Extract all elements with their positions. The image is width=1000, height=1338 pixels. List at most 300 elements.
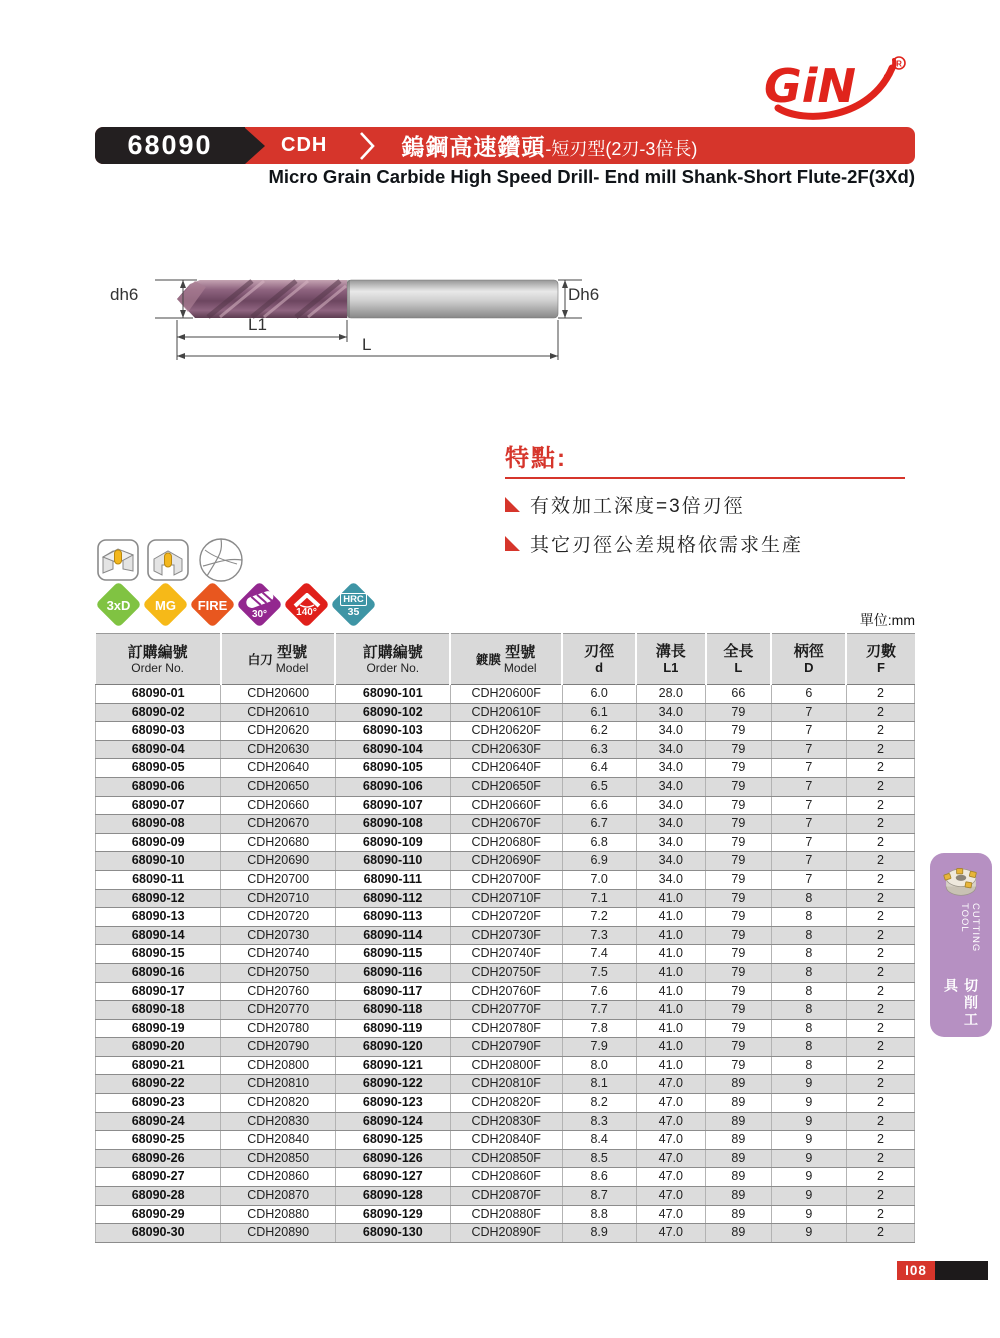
flutes-f-cell: 2: [846, 759, 914, 778]
order-no-coated-cell: 68090-110: [335, 852, 450, 871]
overall-length-l-cell: 89: [706, 1168, 772, 1187]
model-plain-cell: CDH20720: [221, 908, 336, 927]
order-no-coated-cell: 68090-118: [335, 1001, 450, 1020]
drill-drawing: [100, 254, 600, 374]
chevron-separator-icon: [357, 131, 379, 161]
order-no-coated-cell: 68090-126: [335, 1149, 450, 1168]
order-no-coated-cell: 68090-108: [335, 815, 450, 834]
flutes-f-cell: 2: [846, 926, 914, 945]
flutes-f-cell: 2: [846, 815, 914, 834]
order-no-cell: 68090-20: [96, 1038, 221, 1057]
side-tab-label-en: CUTTING TOOL: [959, 902, 981, 952]
flute-length-l1-cell: 34.0: [636, 833, 706, 852]
flutes-f-cell: 2: [846, 889, 914, 908]
table-row: [96, 1224, 915, 1243]
flute-length-l1-cell: 34.0: [636, 852, 706, 871]
dia-d-cell: 7.4: [562, 945, 636, 964]
order-no-coated-cell: 68090-107: [335, 796, 450, 815]
model-plain-cell: CDH20860: [221, 1168, 336, 1187]
dia-d-cell: 8.4: [562, 1131, 636, 1150]
dia-d-cell: 8.2: [562, 1094, 636, 1113]
flute-length-l1-cell: 47.0: [636, 1094, 706, 1113]
shank-dia-d-cell: 8: [771, 945, 846, 964]
shank-dia-d-cell: 8: [771, 1056, 846, 1075]
order-no-coated-cell: 68090-123: [335, 1094, 450, 1113]
title-zh-sub: -短刃型(2刃-3倍長): [545, 139, 698, 159]
table-row: [96, 740, 915, 759]
shank-dia-d-cell: 7: [771, 815, 846, 834]
flutes-f-cell: 2: [846, 852, 914, 871]
order-no-cell: 68090-10: [96, 852, 221, 871]
col-header-model-coated: 鍍膜 型號 Model: [450, 634, 562, 685]
table-row: [96, 759, 915, 778]
overall-length-l-cell: 79: [706, 1056, 772, 1075]
flutes-f-cell: 2: [846, 945, 914, 964]
model-plain-cell: CDH20790: [221, 1038, 336, 1057]
dia-d-cell: 7.6: [562, 982, 636, 1001]
overall-length-l-cell: 79: [706, 945, 772, 964]
shank-dia-d-cell: 9: [771, 1168, 846, 1187]
overall-length-l-cell: 79: [706, 796, 772, 815]
table-row: [96, 1094, 915, 1113]
dia-d-cell: 6.2: [562, 722, 636, 741]
flute-length-l1-cell: 34.0: [636, 815, 706, 834]
title-zh-main: 鎢鋼高速鑽頭: [401, 134, 546, 160]
dim-label-L: L: [362, 335, 372, 354]
dim-label-dh6: dh6: [110, 285, 139, 304]
model-plain-cell: CDH20700: [221, 870, 336, 889]
model-coated-cell: CDH20620F: [450, 722, 562, 741]
dia-d-cell: 6.9: [562, 852, 636, 871]
dia-d-cell: 6.0: [562, 685, 636, 704]
code-tab-arrow-icon: [245, 128, 265, 164]
shank-dia-d-cell: 8: [771, 926, 846, 945]
overall-length-l-cell: 89: [706, 1112, 772, 1131]
model-coated-cell: CDH20780F: [450, 1019, 562, 1038]
table-row: [96, 926, 915, 945]
shank-dia-d-cell: 9: [771, 1094, 846, 1113]
feature-bullet-icon: [505, 536, 520, 551]
model-plain-cell: CDH20850: [221, 1149, 336, 1168]
flute-length-l1-cell: 41.0: [636, 945, 706, 964]
order-no-cell: 68090-04: [96, 740, 221, 759]
table-row: [96, 889, 915, 908]
shank-dia-d-cell: 7: [771, 722, 846, 741]
dia-d-cell: 7.5: [562, 963, 636, 982]
table-row: [96, 1001, 915, 1020]
flutes-f-cell: 2: [846, 1187, 914, 1206]
model-plain-cell: CDH20660: [221, 796, 336, 815]
table-row: [96, 1112, 915, 1131]
dia-d-cell: 8.7: [562, 1187, 636, 1206]
flutes-f-cell: 2: [846, 908, 914, 927]
model-coated-cell: CDH20670F: [450, 815, 562, 834]
flutes-f-cell: 2: [846, 1224, 914, 1243]
through-hole-icon: [97, 539, 139, 581]
drill-point-icon: [197, 536, 245, 584]
features-underline: [505, 477, 905, 479]
gin-logo: [758, 50, 913, 130]
model-plain-cell: CDH20610: [221, 703, 336, 722]
shank-dia-d-cell: 9: [771, 1112, 846, 1131]
dia-d-cell: 8.9: [562, 1224, 636, 1243]
order-no-coated-cell: 68090-111: [335, 870, 450, 889]
order-no-coated-cell: 68090-121: [335, 1056, 450, 1075]
overall-length-l-cell: 79: [706, 908, 772, 927]
model-plain-cell: CDH20620: [221, 722, 336, 741]
overall-length-l-cell: 79: [706, 722, 772, 741]
order-no-coated-cell: 68090-101: [335, 685, 450, 704]
table-row: [96, 777, 915, 796]
flutes-f-cell: 2: [846, 1001, 914, 1020]
flute-length-l1-cell: 41.0: [636, 1056, 706, 1075]
dim-label-Dh6: Dh6: [568, 285, 600, 304]
model-plain-cell: CDH20760: [221, 982, 336, 1001]
flutes-f-cell: 2: [846, 1149, 914, 1168]
flute-length-l1-cell: 41.0: [636, 982, 706, 1001]
table-row: [96, 945, 915, 964]
model-plain-cell: CDH20730: [221, 926, 336, 945]
model-coated-cell: CDH20890F: [450, 1224, 562, 1243]
page-number: [897, 1261, 988, 1280]
shank-dia-d-cell: 8: [771, 963, 846, 982]
series-label: CDH: [281, 134, 328, 156]
model-plain-cell: CDH20630: [221, 740, 336, 759]
table-row: [96, 1056, 915, 1075]
order-no-cell: 68090-06: [96, 777, 221, 796]
application-icons: [97, 536, 245, 584]
model-plain-cell: CDH20680: [221, 833, 336, 852]
order-no-coated-cell: 68090-109: [335, 833, 450, 852]
dia-d-cell: 8.8: [562, 1205, 636, 1224]
shank-dia-d-cell: 7: [771, 703, 846, 722]
order-no-cell: 68090-09: [96, 833, 221, 852]
order-no-coated-cell: 68090-120: [335, 1038, 450, 1057]
model-coated-cell: CDH20850F: [450, 1149, 562, 1168]
col-header-flute-length-l1: 溝長 L1: [636, 634, 706, 685]
flutes-f-cell: 2: [846, 722, 914, 741]
model-coated-cell: CDH20680F: [450, 833, 562, 852]
order-no-cell: 68090-15: [96, 945, 221, 964]
col-header-order-no: 訂購編號 Order No.: [96, 634, 221, 685]
overall-length-l-cell: 79: [706, 1019, 772, 1038]
overall-length-l-cell: 79: [706, 870, 772, 889]
flutes-f-cell: 2: [846, 833, 914, 852]
shank-dia-d-cell: 7: [771, 759, 846, 778]
overall-length-l-cell: 79: [706, 926, 772, 945]
flute-length-l1-cell: 41.0: [636, 908, 706, 927]
dia-d-cell: 6.8: [562, 833, 636, 852]
flute-length-l1-cell: 34.0: [636, 759, 706, 778]
model-plain-cell: CDH20880: [221, 1205, 336, 1224]
order-no-cell: 68090-30: [96, 1224, 221, 1243]
order-no-cell: 68090-02: [96, 703, 221, 722]
flutes-f-cell: 2: [846, 870, 914, 889]
flute-length-l1-cell: 41.0: [636, 889, 706, 908]
shank-dia-d-cell: 9: [771, 1187, 846, 1206]
feature-text: 其它刃徑公差規格依需求生產: [530, 535, 804, 556]
order-no-cell: 68090-13: [96, 908, 221, 927]
model-coated-cell: CDH20870F: [450, 1187, 562, 1206]
order-no-cell: 68090-23: [96, 1094, 221, 1113]
badge-140deg-label: 140°: [283, 581, 330, 629]
shank-dia-d-cell: 7: [771, 852, 846, 871]
model-plain-cell: CDH20890: [221, 1224, 336, 1243]
shank-dia-d-cell: 7: [771, 796, 846, 815]
overall-length-l-cell: 79: [706, 703, 772, 722]
order-no-cell: 68090-17: [96, 982, 221, 1001]
model-coated-cell: CDH20800F: [450, 1056, 562, 1075]
unit-note: 單位:mm: [859, 612, 915, 628]
overall-length-l-cell: 89: [706, 1187, 772, 1206]
flutes-f-cell: 2: [846, 703, 914, 722]
feature-item: [505, 491, 905, 518]
overall-length-l-cell: 79: [706, 889, 772, 908]
table-row: [96, 1019, 915, 1038]
model-coated-cell: CDH20810F: [450, 1075, 562, 1094]
dia-d-cell: 6.3: [562, 740, 636, 759]
table-row: [96, 1149, 915, 1168]
order-no-coated-cell: 68090-117: [335, 982, 450, 1001]
order-no-coated-cell: 68090-124: [335, 1112, 450, 1131]
overall-length-l-cell: 79: [706, 1001, 772, 1020]
shank-dia-d-cell: 8: [771, 1019, 846, 1038]
shank-dia-d-cell: 8: [771, 982, 846, 1001]
flute-length-l1-cell: 47.0: [636, 1224, 706, 1243]
order-no-cell: 68090-11: [96, 870, 221, 889]
table-row: [96, 852, 915, 871]
flutes-f-cell: 2: [846, 963, 914, 982]
order-no-coated-cell: 68090-130: [335, 1224, 450, 1243]
dia-d-cell: 7.9: [562, 1038, 636, 1057]
flute-length-l1-cell: 47.0: [636, 1168, 706, 1187]
shank-dia-d-cell: 8: [771, 1001, 846, 1020]
model-plain-cell: CDH20840: [221, 1131, 336, 1150]
shank-dia-d-cell: 7: [771, 870, 846, 889]
model-coated-cell: CDH20770F: [450, 1001, 562, 1020]
dim-label-L1: L1: [248, 315, 267, 334]
model-plain-cell: CDH20640: [221, 759, 336, 778]
model-coated-cell: CDH20690F: [450, 852, 562, 871]
page-title-zh: [401, 129, 697, 162]
model-coated-cell: CDH20840F: [450, 1131, 562, 1150]
order-no-coated-cell: 68090-102: [335, 703, 450, 722]
overall-length-l-cell: 79: [706, 815, 772, 834]
flute-length-l1-cell: 47.0: [636, 1149, 706, 1168]
flutes-f-cell: 2: [846, 1075, 914, 1094]
order-no-cell: 68090-01: [96, 685, 221, 704]
overall-length-l-cell: 89: [706, 1149, 772, 1168]
dia-d-cell: 8.3: [562, 1112, 636, 1131]
product-code: 68090: [127, 130, 213, 160]
dia-d-cell: 6.4: [562, 759, 636, 778]
order-no-cell: 68090-26: [96, 1149, 221, 1168]
dia-d-cell: 7.0: [562, 870, 636, 889]
flute-length-l1-cell: 34.0: [636, 796, 706, 815]
page-number-label: I08: [897, 1261, 935, 1280]
flutes-f-cell: 2: [846, 1205, 914, 1224]
table-row: [96, 908, 915, 927]
flutes-f-cell: 2: [846, 1019, 914, 1038]
product-code-tab: [95, 127, 245, 164]
table-row: [96, 1187, 915, 1206]
model-coated-cell: CDH20740F: [450, 945, 562, 964]
overall-length-l-cell: 79: [706, 963, 772, 982]
table-row: [96, 703, 915, 722]
side-tab-text: [941, 903, 981, 1037]
col-header-model-plain: 白刀 型號 Model: [221, 634, 336, 685]
feature-item: [505, 530, 905, 557]
dia-d-cell: 8.1: [562, 1075, 636, 1094]
feature-bullet-icon: [505, 497, 520, 512]
model-plain-cell: CDH20770: [221, 1001, 336, 1020]
order-no-coated-cell: 68090-119: [335, 1019, 450, 1038]
features-section: [505, 438, 905, 557]
order-no-cell: 68090-27: [96, 1168, 221, 1187]
order-no-coated-cell: 68090-104: [335, 740, 450, 759]
table-row: [96, 1168, 915, 1187]
col-header-flutes-f: 刃數 F: [846, 634, 914, 685]
model-coated-cell: CDH20700F: [450, 870, 562, 889]
spec-table-body: [96, 685, 915, 1243]
flute-length-l1-cell: 47.0: [636, 1187, 706, 1206]
shank-dia-d-cell: 9: [771, 1205, 846, 1224]
features-title: 特點:: [505, 445, 567, 472]
model-coated-cell: CDH20610F: [450, 703, 562, 722]
dia-d-cell: 8.5: [562, 1149, 636, 1168]
overall-length-l-cell: 79: [706, 759, 772, 778]
dia-d-cell: 6.5: [562, 777, 636, 796]
feature-text: 有效加工深度=3倍刃徑: [530, 496, 745, 517]
shank-dia-d-cell: 9: [771, 1075, 846, 1094]
model-coated-cell: CDH20710F: [450, 889, 562, 908]
overall-length-l-cell: 89: [706, 1131, 772, 1150]
model-plain-cell: CDH20690: [221, 852, 336, 871]
shank-dia-d-cell: 7: [771, 740, 846, 759]
table-row: [96, 963, 915, 982]
model-coated-cell: CDH20600F: [450, 685, 562, 704]
col-header-order-no-coated: 訂購編號 Order No.: [335, 634, 450, 685]
overall-length-l-cell: 79: [706, 777, 772, 796]
order-no-cell: 68090-14: [96, 926, 221, 945]
flutes-f-cell: 2: [846, 777, 914, 796]
flutes-f-cell: 2: [846, 1112, 914, 1131]
model-coated-cell: CDH20860F: [450, 1168, 562, 1187]
dia-d-cell: 7.1: [562, 889, 636, 908]
col-header-shank-dia-d: 柄徑 D: [771, 634, 846, 685]
dia-d-cell: 7.3: [562, 926, 636, 945]
flutes-f-cell: 2: [846, 796, 914, 815]
shank-dia-d-cell: 8: [771, 889, 846, 908]
flute-length-l1-cell: 34.0: [636, 722, 706, 741]
order-no-coated-cell: 68090-103: [335, 722, 450, 741]
order-no-cell: 68090-22: [96, 1075, 221, 1094]
order-no-cell: 68090-05: [96, 759, 221, 778]
flutes-f-cell: 2: [846, 1038, 914, 1057]
order-no-cell: 68090-08: [96, 815, 221, 834]
order-no-coated-cell: 68090-127: [335, 1168, 450, 1187]
shank-dia-d-cell: 9: [771, 1131, 846, 1150]
shank-dia-d-cell: 9: [771, 1149, 846, 1168]
overall-length-l-cell: 66: [706, 685, 772, 704]
col-header-overall-length-l: 全長 L: [706, 634, 772, 685]
shank-dia-d-cell: 9: [771, 1224, 846, 1243]
flutes-f-cell: 2: [846, 740, 914, 759]
table-row: [96, 685, 915, 704]
order-no-coated-cell: 68090-116: [335, 963, 450, 982]
table-row: [96, 1205, 915, 1224]
dia-d-cell: 7.8: [562, 1019, 636, 1038]
dia-d-cell: 8.6: [562, 1168, 636, 1187]
dia-d-cell: 6.6: [562, 796, 636, 815]
model-coated-cell: CDH20750F: [450, 963, 562, 982]
page-subtitle-en: Micro Grain Carbide High Speed Drill- End mill Shank-Short Flute-2F(3Xd): [268, 166, 915, 187]
flute-length-l1-cell: 47.0: [636, 1075, 706, 1094]
svg-text:R: R: [896, 59, 902, 69]
model-plain-cell: CDH20870: [221, 1187, 336, 1206]
overall-length-l-cell: 79: [706, 982, 772, 1001]
flutes-f-cell: 2: [846, 1056, 914, 1075]
order-no-coated-cell: 68090-106: [335, 777, 450, 796]
drill-dimension-diagram: [100, 254, 600, 374]
order-no-coated-cell: 68090-115: [335, 945, 450, 964]
flute-length-l1-cell: 41.0: [636, 1001, 706, 1020]
spec-table: [95, 633, 915, 1243]
badge-30deg-label: 30°: [236, 581, 283, 629]
flutes-f-cell: 2: [846, 1168, 914, 1187]
order-no-coated-cell: 68090-105: [335, 759, 450, 778]
shank-dia-d-cell: 8: [771, 1038, 846, 1057]
flute-length-l1-cell: 28.0: [636, 685, 706, 704]
order-no-coated-cell: 68090-129: [335, 1205, 450, 1224]
overall-length-l-cell: 79: [706, 852, 772, 871]
model-plain-cell: CDH20710: [221, 889, 336, 908]
section-header-bar: [95, 127, 915, 164]
flutes-f-cell: 2: [846, 685, 914, 704]
shank-dia-d-cell: 6: [771, 685, 846, 704]
order-no-cell: 68090-18: [96, 1001, 221, 1020]
overall-length-l-cell: 89: [706, 1094, 772, 1113]
col-header-dia-d: 刃徑 d: [562, 634, 636, 685]
model-coated-cell: CDH20730F: [450, 926, 562, 945]
table-row: [96, 722, 915, 741]
table-row: [96, 870, 915, 889]
table-row: [96, 982, 915, 1001]
order-no-coated-cell: 68090-128: [335, 1187, 450, 1206]
table-row: [96, 1131, 915, 1150]
model-coated-cell: CDH20640F: [450, 759, 562, 778]
overall-length-l-cell: 89: [706, 1224, 772, 1243]
table-row: [96, 796, 915, 815]
order-no-cell: 68090-03: [96, 722, 221, 741]
badge-mg-label: MG: [155, 597, 176, 613]
model-coated-cell: CDH20630F: [450, 740, 562, 759]
order-no-cell: 68090-19: [96, 1019, 221, 1038]
flutes-f-cell: 2: [846, 1131, 914, 1150]
order-no-coated-cell: 68090-122: [335, 1075, 450, 1094]
model-plain-cell: CDH20810: [221, 1075, 336, 1094]
model-coated-cell: CDH20720F: [450, 908, 562, 927]
order-no-cell: 68090-12: [96, 889, 221, 908]
flute-length-l1-cell: 41.0: [636, 963, 706, 982]
model-coated-cell: CDH20830F: [450, 1112, 562, 1131]
dia-d-cell: 6.1: [562, 703, 636, 722]
flutes-f-cell: 2: [846, 1094, 914, 1113]
side-tab-label-zh: 切削工具: [943, 977, 979, 1029]
badge-3xd-label: 3xD: [106, 597, 131, 613]
order-no-cell: 68090-16: [96, 963, 221, 982]
dia-d-cell: 6.7: [562, 815, 636, 834]
